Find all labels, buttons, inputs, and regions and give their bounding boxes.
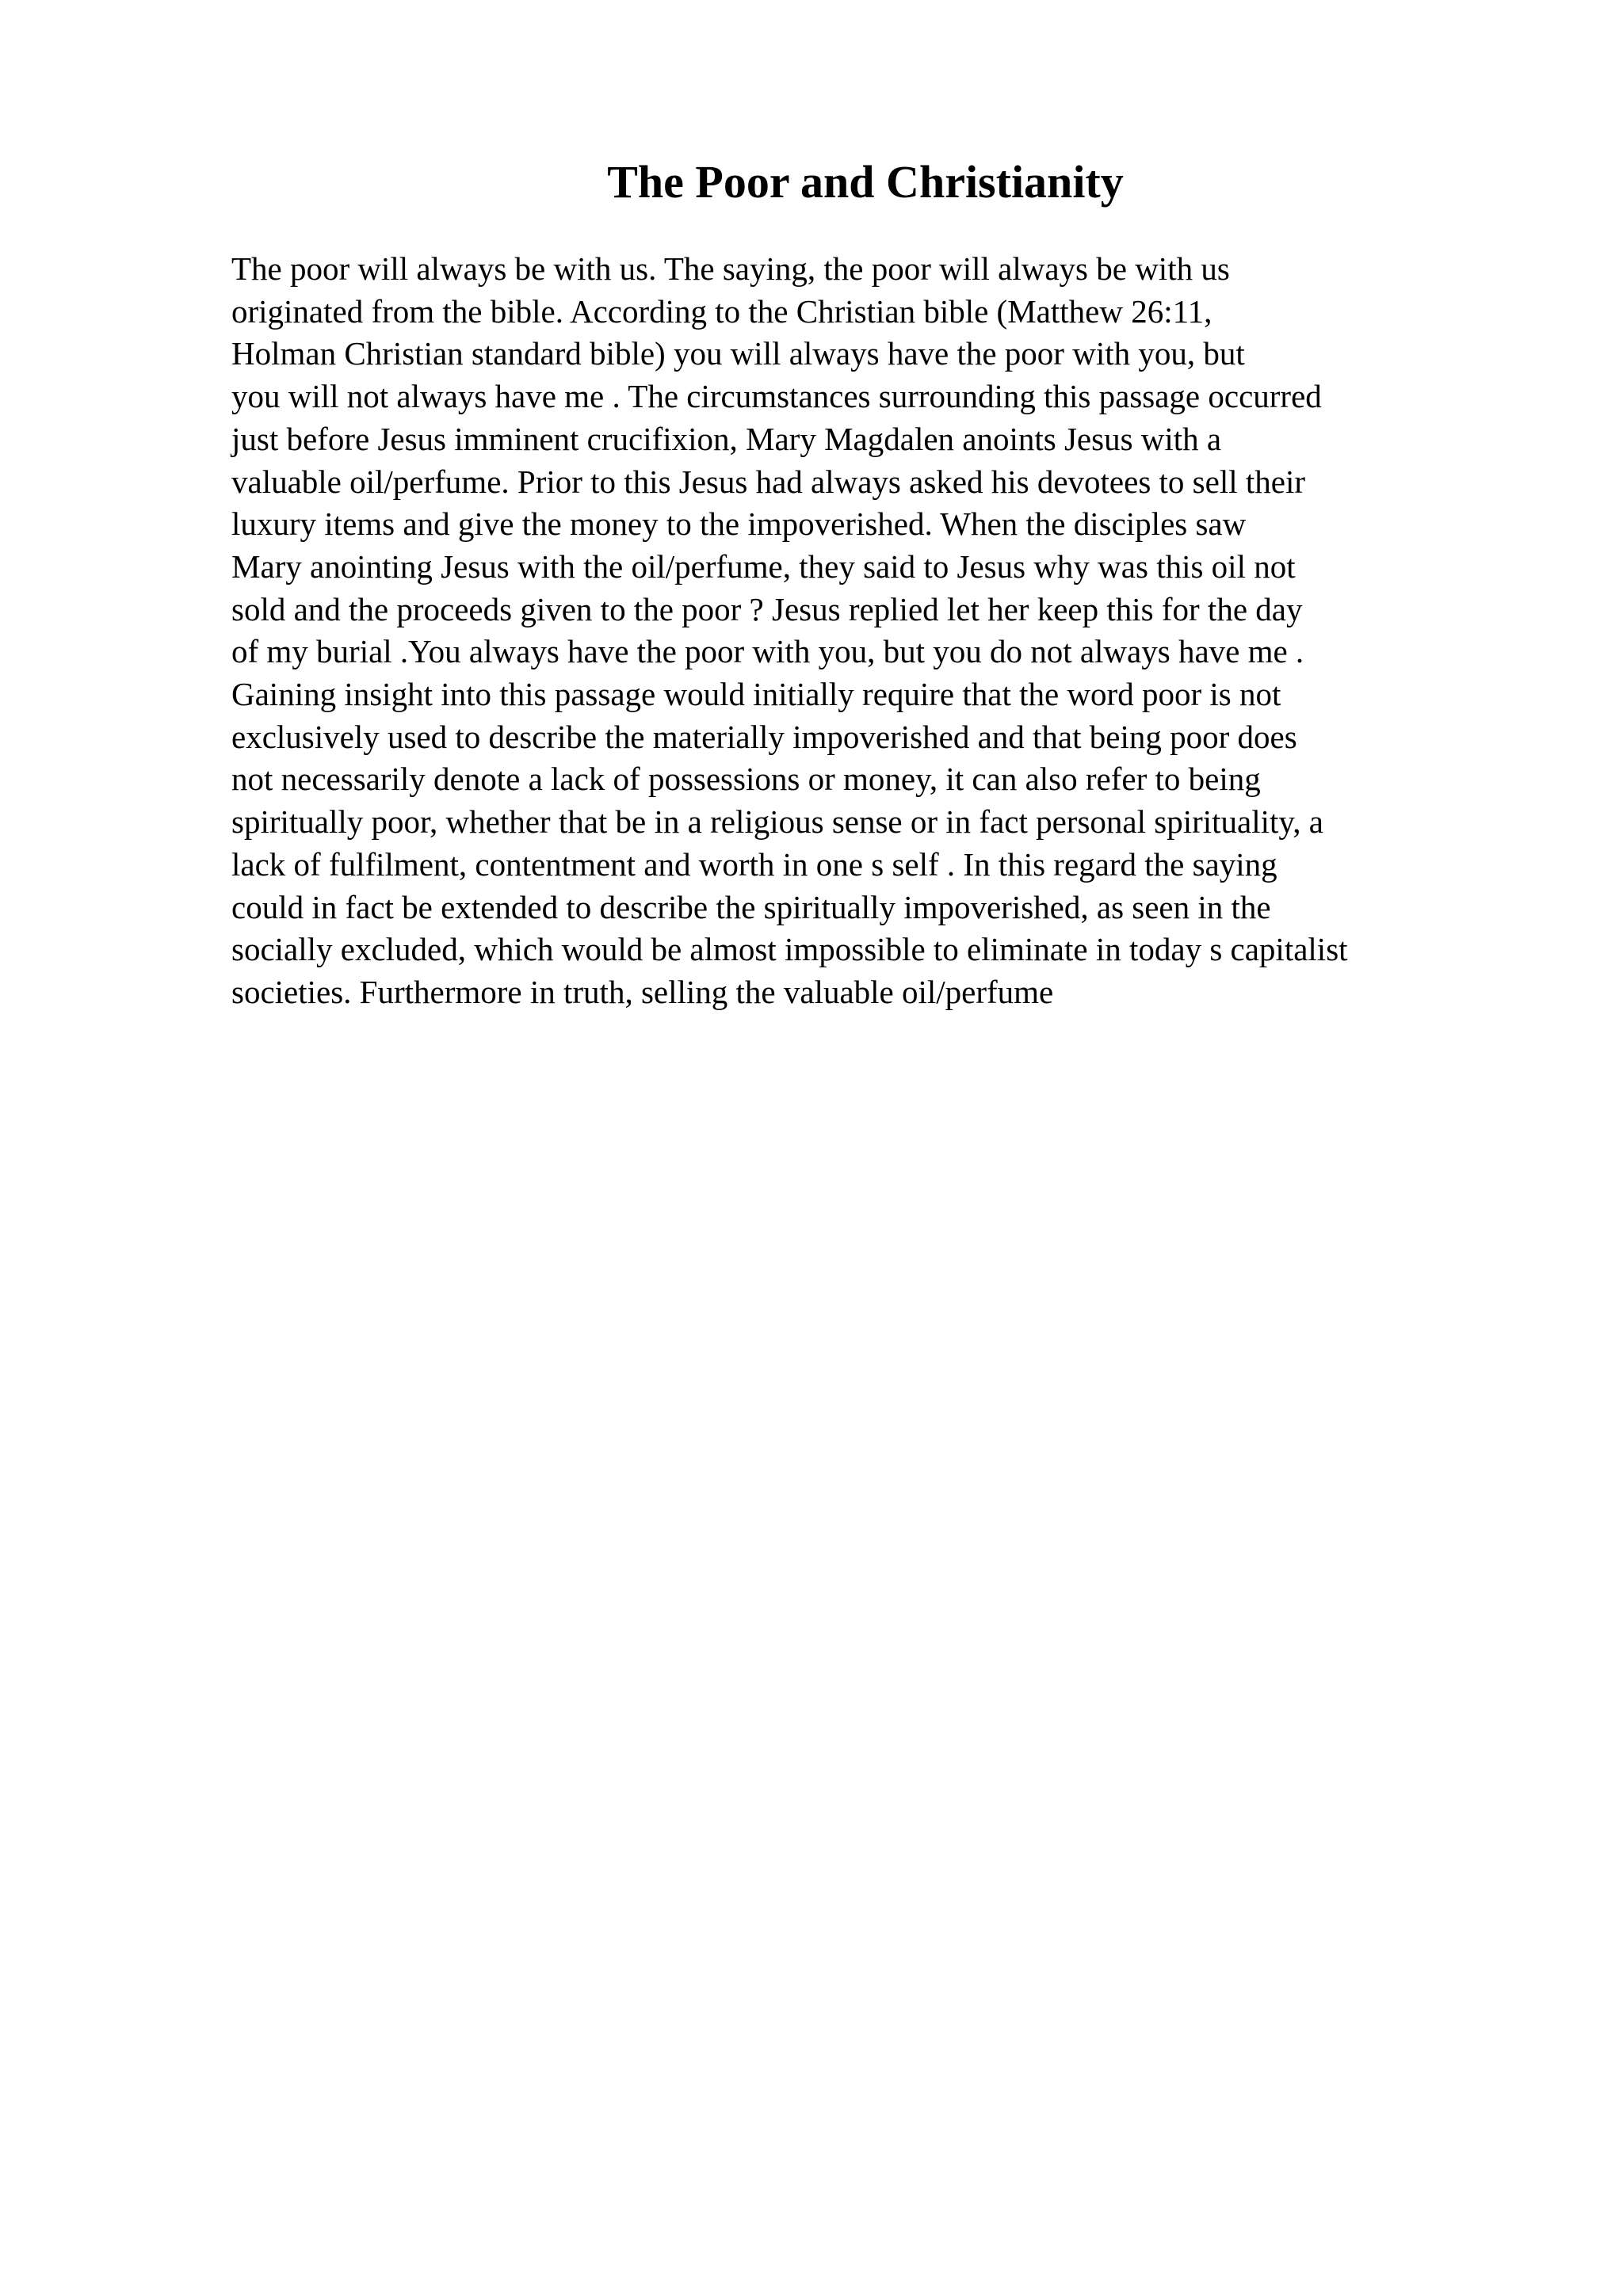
body-line: you will not always have me . The circumstances surrounding this passage occurred	[231, 378, 1322, 415]
body-line: lack of fulfilment, contentment and worth in one s self . In this regard the saying	[231, 845, 1277, 883]
body-line: The poor will always be with us. The saying, the poor will always be with us	[231, 250, 1230, 287]
body-line: not necessarily denote a lack of possessions or money, it can also refer to being	[231, 761, 1261, 798]
body-line: originated from the bible. According to the Christian bible (Matthew 26:11,	[231, 292, 1212, 330]
body-line: Gaining insight into this passage would initially require that the word poor is not	[231, 676, 1281, 713]
document-title: The Poor and Christianity	[607, 156, 1124, 208]
body-line: of my burial .You always have the poor with you, but you do not always have me .	[231, 633, 1304, 670]
body-line: Holman Christian standard bible) you will always have the poor with you, but	[231, 335, 1245, 372]
document-body	[231, 248, 1610, 1014]
body-line: socially excluded, which would be almost impossible to eliminate in today s capitalist	[231, 931, 1348, 968]
body-line: valuable oil/perfume. Prior to this Jesus had always asked his devotees to sell their	[231, 463, 1305, 500]
body-line: could in fact be extended to describe the spiritually impoverished, as seen in the	[231, 888, 1271, 925]
body-line: societies. Furthermore in truth, selling the valuable oil/perfume	[231, 973, 1054, 1010]
body-line: Mary anointing Jesus with the oil/perfume, they said to Jesus why was this oil not	[231, 547, 1296, 585]
body-line: exclusively used to describe the materially impoverished and that being poor does	[231, 718, 1297, 755]
body-line: luxury items and give the money to the impoverished. When the disciples saw	[231, 505, 1247, 543]
body-line: sold and the proceeds given to the poor ? Jesus replied let her keep this for the day	[231, 590, 1303, 627]
body-line: spiritually poor, whether that be in a religious sense or in fact personal spirituality, a	[231, 803, 1323, 841]
body-line: just before Jesus imminent crucifixion, Mary Magdalen anoints Jesus with a	[231, 420, 1222, 457]
